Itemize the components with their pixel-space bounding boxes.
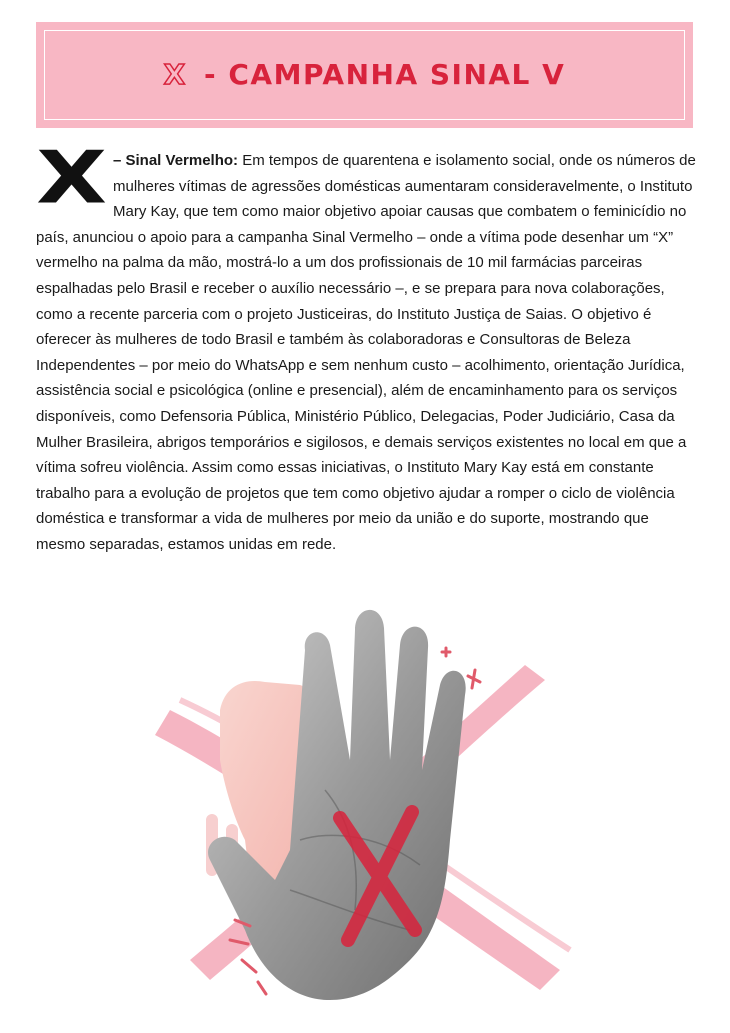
article-lead: – Sinal Vermelho: — [113, 152, 239, 169]
article-text: Em tempos de quarentena e isolamento social, onde os números de mulheres vítimas de agressões domésticas aumentaram consideravelmente, o Instituto Mary Kay, que tem como maior objetivo apoiar causas que combatem o feminicídio no país, anunciou o apoio para a campanha Sinal Vermelho – onde a vítima pode desenhar um “X” vermelho na palma da mão, mostrá-lo a um dos profissionais de 10 mil farmácias parceiras espalhadas pelo Brasil e receber o auxílio necessário –, e se prepara para nova colaborações, como a recente parceria com o projeto Justiceiras, do Instituto Justiça de Saias. O objetivo é oferecer às mulheres de todo Brasil e também às colaboradoras e Consultoras de Beleza Independentes – por meio do WhatsApp e sem nenhum custo – acolhimento, orientação Jurídica, assistência social e psicológica (online e presencial), além de encaminhamento para os serviços disponíveis, como Defensoria Pública, Ministério Público, Delegacias, Poder Judiciário, Casa da Mulher Brasileira, abrigos temporários e sigilosos, e demais serviços existentes no local em que a vítima sofreu violência. Assim como essas iniciativas, o Instituto Mary Kay está em constante trabalho para a evolução de projetos que tem como objetivo ajudar a romper o ciclo de violência doméstica e transformar a vida de mulheres por meio da união e do suporte, mostrando que mesmo separadas, estamos unidas em rede. — [36, 152, 696, 553]
title-banner — [36, 22, 693, 128]
banner-title-text: - CAMPANHA SINAL V — [192, 58, 566, 91]
dropcap-letter: X — [36, 142, 108, 214]
page-title — [36, 58, 693, 92]
banner-x-glyph: X — [163, 58, 187, 91]
raised-hand-with-red-x-icon — [150, 590, 580, 1030]
article-body — [36, 148, 696, 558]
